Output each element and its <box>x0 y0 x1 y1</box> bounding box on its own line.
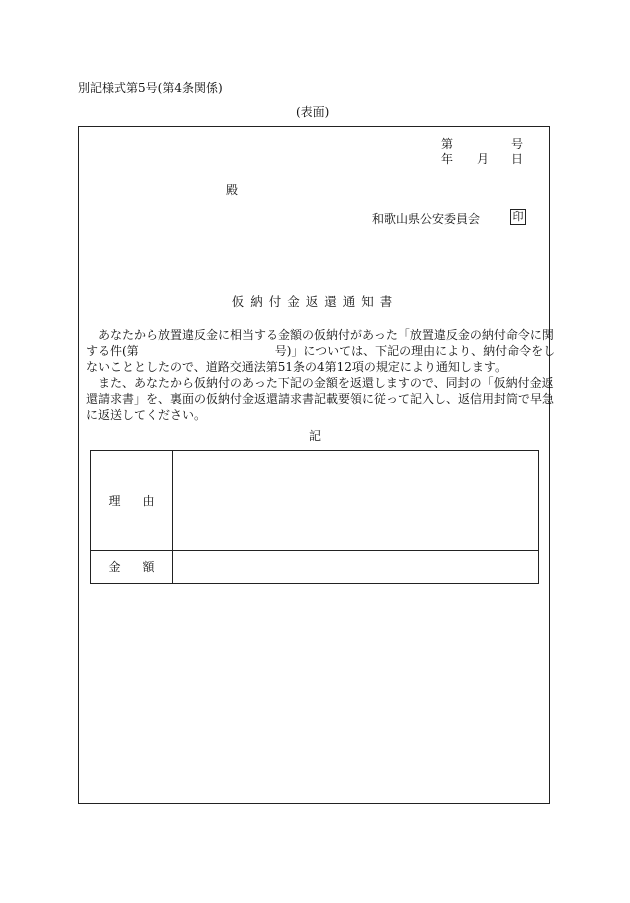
body-line: あなたから放置違反金に相当する金額の仮納付があった「放置違反金の納付命令に関 <box>98 328 554 342</box>
notice-body <box>86 327 556 423</box>
date-day-label: 日 <box>511 152 524 166</box>
number-row <box>0 138 630 150</box>
number-prefix: 第 <box>441 137 454 151</box>
body-line: に返送してください。 <box>86 408 207 422</box>
side-label: (表面) <box>296 105 330 119</box>
reason-label-char: 理 <box>108 494 121 508</box>
form-caption: 別記様式第5号(第4条関係) <box>78 81 223 95</box>
reason-label-char: 由 <box>142 494 155 508</box>
date-row <box>0 153 630 165</box>
reason-label <box>91 495 172 507</box>
body-line: また、あなたから仮納付のあった下記の金額を返還しますので、同封の「仮納付金返 <box>98 376 554 390</box>
document-title: 仮納付金返還通知書 <box>231 294 399 309</box>
body-line: 還請求書」を、裏面の仮納付金返還請求書記載要領に従って記入し、返信用封筒で早急 <box>86 392 555 406</box>
body-line <box>86 343 556 359</box>
reason-value-cell[interactable] <box>173 451 538 550</box>
date-month-label: 月 <box>477 152 490 166</box>
body-line: ないこととしたので、道路交通法第51条の4第12項の規定により通知します。 <box>86 360 507 374</box>
issuer-name: 和歌山県公安委員会 <box>372 212 481 226</box>
detail-table <box>90 450 539 584</box>
amount-value-cell[interactable] <box>173 551 538 583</box>
body-line-part: 号)」については、下記の理由により、納付命令をし <box>274 344 556 358</box>
seal-stamp: 印 <box>510 209 526 225</box>
body-line-part: する件(第 <box>86 344 139 358</box>
amount-label-char: 額 <box>142 560 155 574</box>
date-year-label: 年 <box>441 152 454 166</box>
ki-heading: 記 <box>308 429 321 443</box>
amount-label-char: 金 <box>108 560 121 574</box>
amount-label <box>91 561 172 573</box>
addressee-honorific: 殿 <box>226 183 239 197</box>
number-suffix: 号 <box>511 137 524 151</box>
